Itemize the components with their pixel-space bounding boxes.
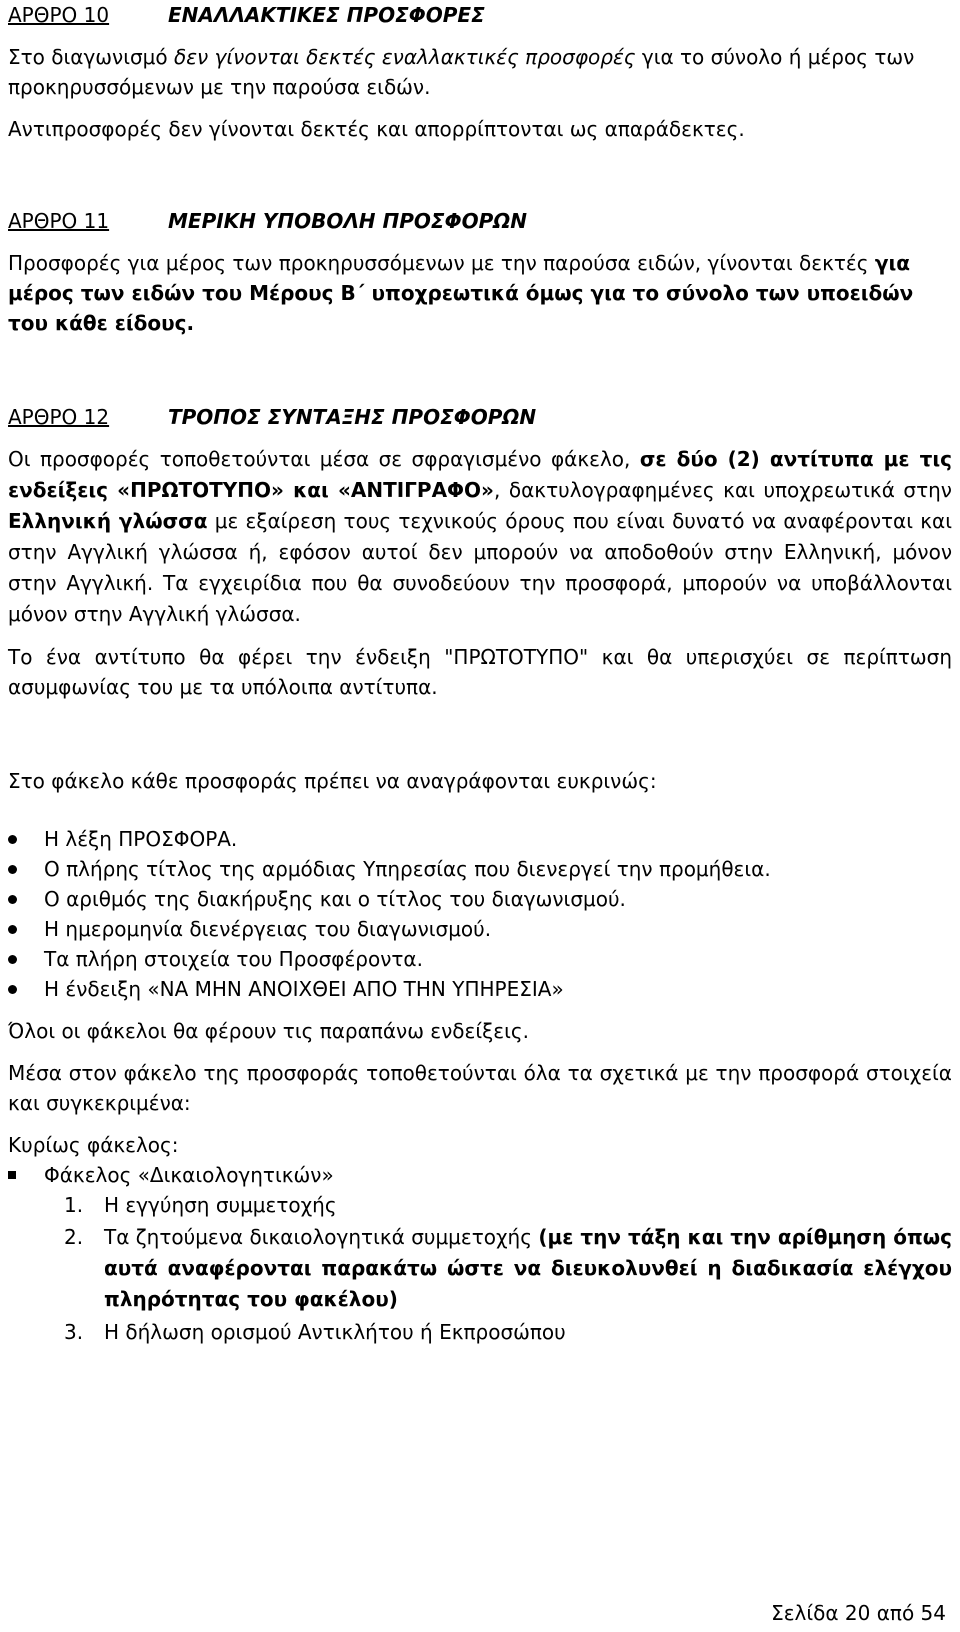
article-11-paragraph: Προσφορές για μέρος των προκηρυσσόμενων με την παρούσα ειδών, γίνονται δεκτές για μέρος των ειδών του Μέρους Β΄ υποχρεωτικά όμως για το σύνολο των υποειδών του κάθε είδους.	[8, 251, 914, 335]
list-item: Ο πλήρης τίτλος της αρμόδιας Υπηρεσίας που διενεργεί την προμήθεια.	[8, 854, 952, 884]
bullet-icon	[8, 985, 17, 994]
document-page	[8, 0, 952, 1347]
square-bullet-icon	[8, 1171, 16, 1179]
envelope-intro: Στο φάκελο κάθε προσφοράς πρέπει να αναγράφονται ευκρινώς:	[8, 769, 657, 793]
article-title: ΕΝΑΛΛΑΚΤΙΚΕΣ ΠΡΟΣΦΟΡΕΣ	[168, 3, 485, 27]
article-10-paragraph: Στο διαγωνισμό δεν γίνονται δεκτές εναλλακτικές προσφορές για το σύνολο ή μέρος των προκηρυσσόμενων με την παρούσα ειδών.	[8, 45, 915, 99]
bullet-icon	[8, 955, 17, 964]
list-item: 3. Η δήλωση ορισμού Αντικλήτου ή Εκπροσώπου	[64, 1320, 566, 1344]
list-item: Τα πλήρη στοιχεία του Προσφέροντα.	[8, 944, 952, 974]
list-item: 2. Τα ζητούμενα δικαιολογητικά συμμετοχής (με την τάξη και την αρίθμηση όπως αυτά αναφέρονται παρακάτω ώστε να διευκολυνθεί η διαδικασία ελέγχου πληρότητας του φακέλου)	[64, 1225, 952, 1311]
bullet-icon	[8, 865, 17, 874]
envelope-bullets	[8, 824, 952, 1004]
list-item: Η ένδειξη «ΝΑ ΜΗΝ ΑΝΟΙΧΘΕΙ ΑΠΟ ΤΗΝ ΥΠΗΡΕΣΙΑ»	[8, 974, 952, 1004]
article-number: ΑΡΘΡΟ 10	[8, 3, 110, 27]
main-envelope-label: Κυρίως φάκελος:	[8, 1133, 179, 1157]
documents-list	[8, 1190, 952, 1347]
article-11-heading	[8, 206, 952, 236]
article-number: ΑΡΘΡΟ 12	[8, 405, 110, 429]
list-item: Ο αριθμός της διακήρυξης και ο τίτλος του διαγωνισμού.	[8, 884, 952, 914]
list-item: Η ημερομηνία διενέργειας του διαγωνισμού.	[8, 914, 952, 944]
list-item: 1. Η εγγύηση συμμετοχής	[64, 1193, 337, 1217]
bullet-icon	[8, 895, 17, 904]
article-number: ΑΡΘΡΟ 11	[8, 209, 110, 233]
article-10-paragraph-2: Αντιπροσφορές δεν γίνονται δεκτές και απορρίπτονται ως απαράδεκτες.	[8, 117, 745, 141]
article-title: ΤΡΟΠΟΣ ΣΥΝΤΑΞΗΣ ΠΡΟΣΦΟΡΩΝ	[168, 405, 537, 429]
all-envelopes-note: Όλοι οι φάκελοι θα φέρουν τις παραπάνω ενδείξεις.	[8, 1019, 529, 1043]
list-item: Φάκελος «Δικαιολογητικών»	[8, 1160, 952, 1190]
list-item: Η λέξη ΠΡΟΣΦΟΡΑ.	[8, 824, 952, 854]
article-title: ΜΕΡΙΚΗ ΥΠΟΒΟΛΗ ΠΡΟΣΦΟΡΩΝ	[168, 209, 527, 233]
bullet-icon	[8, 835, 17, 844]
page-number: Σελίδα 20 από 54	[771, 1601, 946, 1625]
article-12-heading	[8, 402, 952, 432]
bullet-icon	[8, 925, 17, 934]
article-12-paragraph: Οι προσφορές τοποθετούνται μέσα σε σφραγισμένο φάκελο, σε δύο (2) αντίτυπα με τις ενδείξεις «ΠΡΩΤΟΤΥΠΟ» και «ΑΝΤΙΓΡΑΦΟ», δακτυλογραφημένες και υποχρεωτικά στην Ελληνική γλώσσα με εξαίρεση τους τεχνικούς όρους που είναι δυνατό να αναφέρονται και στην Αγγλική γλώσσα ή, εφόσον αυτοί δεν μπορούν να αποδοθούν στην Ελληνική, μόνον στην Αγγλική. Τα εγχειρίδια που θα συνοδεύουν την προσφορά, μπορούν να υποβάλλονται μόνον στην Αγγλική γλώσσα.	[8, 447, 952, 626]
article-10-heading	[8, 0, 952, 30]
contents-intro: Μέσα στον φάκελο της προσφοράς τοποθετούνται όλα τα σχετικά με την προσφορά στοιχεία και συγκεκριμένα:	[8, 1061, 952, 1115]
article-12-paragraph-2: Το ένα αντίτυπο θα φέρει την ένδειξη "ΠΡΩΤΟΤΥΠΟ" και θα υπερισχύει σε περίπτωση ασυμφωνίας του με τα υπόλοιπα αντίτυπα.	[8, 645, 952, 699]
